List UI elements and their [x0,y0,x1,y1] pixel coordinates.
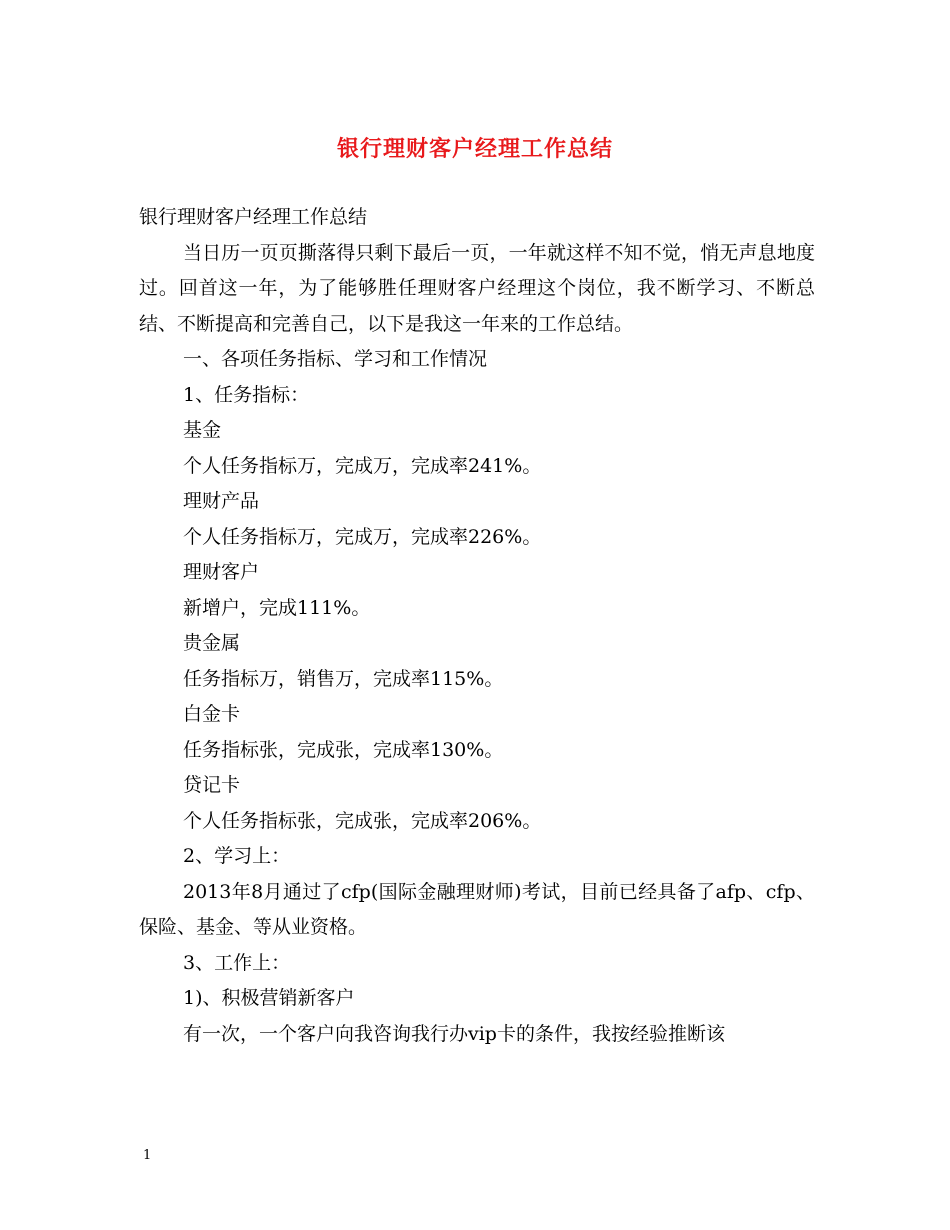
study-heading: 2、学习上： [183,845,291,867]
study-paragraph: 2013年8月通过了cfp(国际金融理财师)考试，目前已经具备了afp、cfp、保险、基金、等从业资格。 [139,880,815,938]
page-number: 1 [143,1148,152,1163]
task-detail-precious-metal: 任务指标万，销售万，完成率115%。 [183,667,504,690]
task-detail-wealth-client: 新增户，完成111%。 [183,596,371,619]
work-heading: 3、工作上： [183,951,291,974]
document-body [139,200,815,1052]
task-name-wealth-product: 理财产品 [183,490,260,512]
task-detail-credit-card: 个人任务指标张，完成张，完成率206%。 [183,809,542,832]
work-subheading: 1)、积极营销新客户 [183,987,355,1009]
task-detail-platinum-card: 任务指标张，完成张，完成率130%。 [183,738,504,761]
subtitle-line: 银行理财客户经理工作总结 [139,206,368,228]
task-name-fund: 基金 [183,419,222,441]
task-name-credit-card: 贷记卡 [183,774,241,796]
task-name-platinum-card: 白金卡 [183,703,241,725]
task-name-wealth-client: 理财客户 [183,561,260,583]
document-title: 银行理财客户经理工作总结 [336,136,613,162]
task-name-precious-metal: 贵金属 [183,632,241,654]
section-one-heading: 一、各项任务指标、学习和工作情况 [183,348,488,370]
work-paragraph: 有一次，一个客户向我咨询我行办vip卡的条件，我按经验推断该 [183,1022,725,1045]
task-detail-fund: 个人任务指标万，完成万，完成率241%。 [183,454,542,477]
task-detail-wealth-product: 个人任务指标万，完成万，完成率226%。 [183,525,542,548]
intro-paragraph: 当日历一页页撕落得只剩下最后一页，一年就这样不知不觉，悄无声息地度过。回首这一年，为了能够胜任理财客户经理这个岗位，我不断学习、不断总结、不断提高和完善自己，以下是我这一年来的工作总结。 [139,241,815,335]
task-heading: 1、任务指标： [183,383,310,406]
